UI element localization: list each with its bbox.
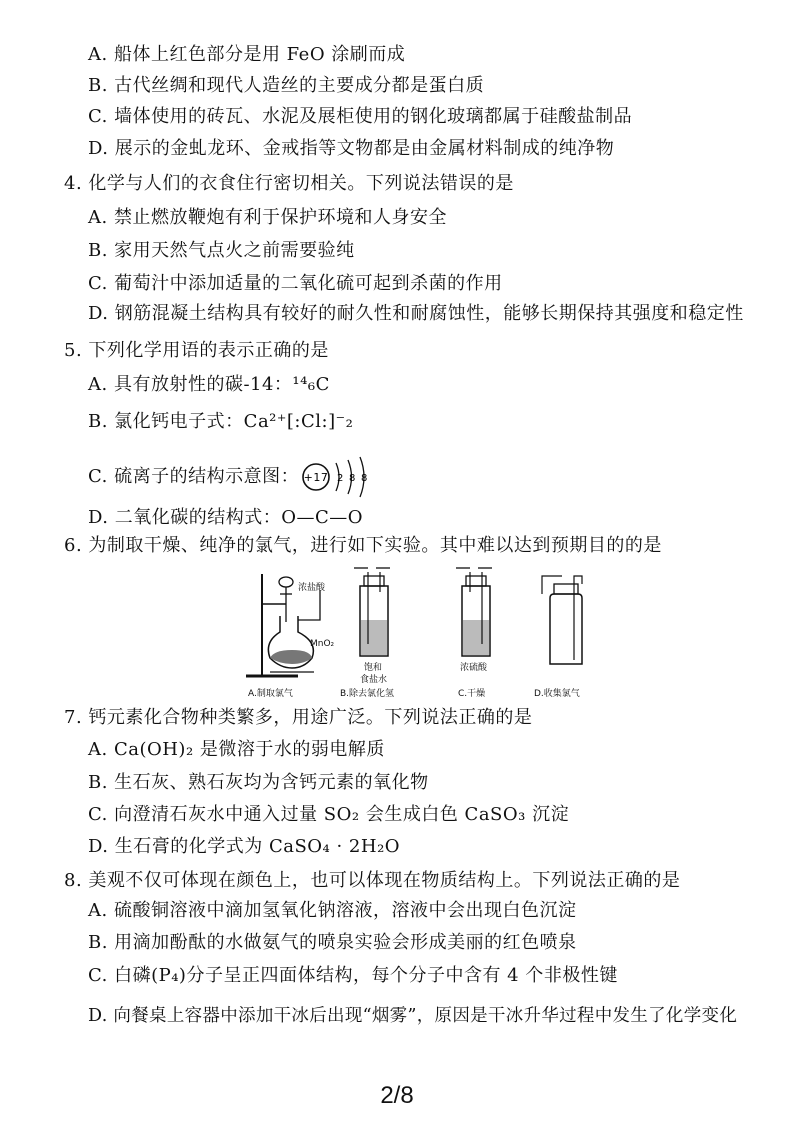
nucleus-charge: +17 bbox=[303, 471, 329, 484]
label-mno2: MnO₂ bbox=[310, 639, 335, 649]
apparatus-a bbox=[246, 574, 335, 676]
q8-option-c: C. 白磷(P₄)分子呈正四面体结构，每个分子中含有 4 个非极性键 bbox=[88, 965, 618, 986]
tube-d-left bbox=[542, 576, 562, 594]
q8-option-b: B. 用滴加酚酞的水做氨气的喷泉实验会形成美丽的红色喷泉 bbox=[88, 932, 577, 953]
stopper-c bbox=[466, 576, 486, 586]
q6-stem: 6. 为制取干燥、纯净的氯气，进行如下实验。其中难以达到预期目的的是 bbox=[64, 535, 662, 556]
q5-option-a: A. 具有放射性的碳-14：¹⁴₆C bbox=[88, 374, 330, 395]
label-conc-hcl: 浓盐酸 bbox=[298, 583, 326, 593]
apparatus-b bbox=[354, 568, 390, 685]
q5-stem: 5. 下列化学用语的表示正确的是 bbox=[64, 340, 329, 361]
stopper-b bbox=[364, 576, 384, 586]
q7-option-c: C. 向澄清石灰水中通入过量 SO₂ 会生成白色 CaSO₃ 沉淀 bbox=[88, 804, 570, 825]
q4-option-b: B. 家用天然气点火之前需要验纯 bbox=[88, 240, 355, 261]
sulfide-ion-structure-diagram bbox=[299, 455, 375, 499]
q4-stem: 4. 化学与人们的衣食住行密切相关。下列说法错误的是 bbox=[64, 173, 514, 194]
liquid-b bbox=[361, 620, 387, 655]
q4-option-a: A. 禁止燃放鞭炮有利于保护环境和人身安全 bbox=[88, 207, 447, 228]
q3-option-c: C. 墙体使用的砖瓦、水泥及展柜使用的钢化玻璃都属于硅酸盐制品 bbox=[88, 106, 633, 127]
q4-option-c: C. 葡萄汁中添加适量的二氧化硫可起到杀菌的作用 bbox=[88, 273, 503, 294]
q6-apparatus-figure bbox=[236, 564, 616, 700]
q7-stem: 7. 钙元素化合物种类繁多，用途广泛。下列说法正确的是 bbox=[64, 707, 533, 728]
shell-electrons-1: 2 bbox=[337, 473, 344, 484]
q8-option-d: D. 向餐桌上容器中添加干冰后出现“烟雾”，原因是干冰升华过程中发生了化学变化 bbox=[88, 1006, 738, 1026]
q3-option-d: D. 展示的金虬龙环、金戒指等文物都是由金属材料制成的纯净物 bbox=[88, 138, 615, 159]
q3-option-b: B. 古代丝绸和现代人造丝的主要成分都是蛋白质 bbox=[88, 75, 485, 96]
q3-option-a: A. 船体上红色部分是用 FeO 涂刷而成 bbox=[88, 44, 406, 65]
q7-option-b: B. 生石灰、熟石灰均为含钙元素的氧化物 bbox=[88, 772, 429, 793]
caption-d: D.收集氯气 bbox=[534, 689, 580, 699]
q8-stem: 8. 美观不仅可体现在颜色上，也可以体现在物质结构上。下列说法正确的是 bbox=[64, 870, 681, 891]
shell-electrons-3: 8 bbox=[361, 473, 368, 484]
q7-option-a: A. Ca(OH)₂ 是微溶于水的弱电解质 bbox=[88, 739, 385, 760]
shell-electrons-2: 8 bbox=[349, 473, 356, 484]
bottle-d bbox=[550, 594, 582, 664]
caption-c: C.干燥 bbox=[458, 689, 486, 699]
apparatus-c bbox=[456, 568, 492, 673]
q4-option-d: D. 钢筋混凝土结构具有较好的耐久性和耐腐蚀性，能够长期保持其强度和稳定性 bbox=[88, 303, 744, 324]
separatory-funnel bbox=[279, 577, 293, 587]
caption-b: B.除去氯化氢 bbox=[340, 689, 395, 699]
delivery-tube-a bbox=[298, 590, 320, 620]
q5-option-c-text: C. 硫离子的结构示意图： bbox=[88, 466, 300, 487]
q7-option-d: D. 生石膏的化学式为 CaSO₄ · 2H₂O bbox=[88, 836, 401, 857]
label-saturated: 饱和 bbox=[364, 663, 383, 673]
q8-option-a: A. 硫酸铜溶液中滴加氢氧化钠溶液，溶液中会出现白色沉淀 bbox=[88, 900, 577, 921]
apparatus-d bbox=[542, 576, 582, 664]
label-brine: 食盐水 bbox=[360, 675, 388, 685]
page-number: 2/8 bbox=[380, 1082, 414, 1109]
q5-option-c bbox=[88, 455, 375, 499]
caption-a: A.制取氯气 bbox=[248, 689, 293, 699]
liquid-c bbox=[463, 620, 489, 655]
label-conc-h2so4: 浓硫酸 bbox=[460, 663, 488, 673]
q5-option-d: D. 二氧化碳的结构式：O—C—O bbox=[88, 507, 364, 528]
q5-option-b: B. 氯化钙电子式：Ca²⁺[:Cl:]⁻₂ bbox=[88, 411, 354, 432]
flask-contents bbox=[270, 650, 312, 664]
